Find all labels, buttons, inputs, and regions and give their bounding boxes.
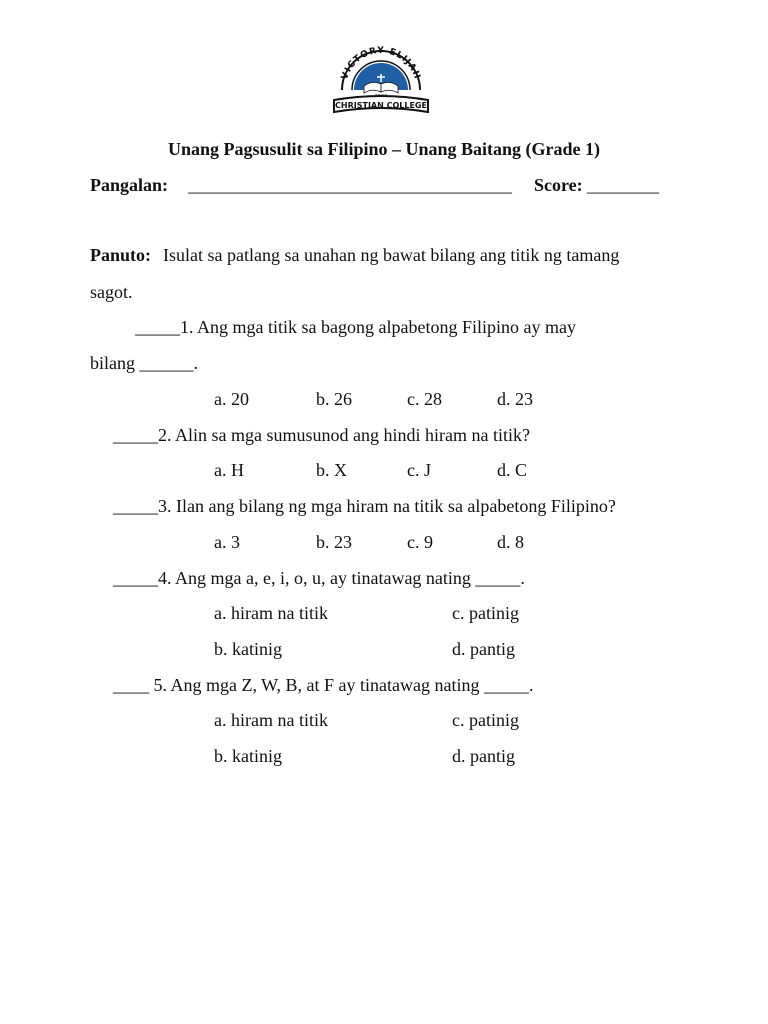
- choice-c: c. patinig: [452, 710, 519, 730]
- choice-b: b. katinig: [214, 639, 282, 659]
- score-blank: ________: [587, 175, 659, 195]
- choice-b: b. X: [316, 460, 347, 480]
- question-text: _____2. Alin sa mga sumusunod ang hindi hiram na titik?: [113, 425, 530, 445]
- name-label: Pangalan:: [90, 175, 169, 195]
- question-text: _____4. Ang mga a, e, i, o, u, ay tinatawag nating _____.: [113, 568, 525, 588]
- instructions-label: Panuto:: [90, 245, 152, 265]
- question-text-cont: bilang ______.: [90, 353, 198, 373]
- school-logo: [330, 44, 432, 116]
- logo-top-text: VICTORY ELIJAH: [340, 45, 422, 82]
- logo-bottom-text: CHRISTIAN COLLEGE: [335, 101, 427, 110]
- choice-a: a. H: [214, 460, 244, 480]
- choice-d: d. C: [497, 460, 528, 480]
- choice-a: a. 20: [214, 389, 249, 409]
- choice-c: c. 28: [407, 389, 442, 409]
- instructions-text: Isulat sa patlang sa unahan ng bawat bilang ang titik ng tamang: [163, 245, 620, 265]
- question-text: ____ 5. Ang mga Z, W, B, at F ay tinatawag nating _____.: [113, 675, 534, 695]
- instructions-text-cont: sagot.: [90, 282, 133, 302]
- choice-a: a. hiram na titik: [214, 710, 328, 730]
- choice-c: c. patinig: [452, 603, 519, 623]
- name-blank: ____________________________________: [188, 175, 512, 195]
- choice-d: d. pantig: [452, 639, 515, 659]
- choice-a: a. 3: [214, 532, 240, 552]
- choice-d: d. 23: [497, 389, 533, 409]
- school-seal-graphic: [330, 44, 432, 116]
- choice-d: d. 8: [497, 532, 524, 552]
- choice-b: b. 23: [316, 532, 352, 552]
- choice-b: b. katinig: [214, 746, 282, 766]
- choice-a: a. hiram na titik: [214, 603, 328, 623]
- choice-b: b. 26: [316, 389, 352, 409]
- choice-c: c. J: [407, 460, 431, 480]
- question-text: _____1. Ang mga titik sa bagong alpabetong Filipino ay may: [135, 317, 576, 337]
- quiz-title: Unang Pagsusulit sa Filipino – Unang Baitang (Grade 1): [167, 139, 601, 159]
- choice-d: d. pantig: [452, 746, 515, 766]
- score-label: Score:: [534, 175, 583, 195]
- choice-c: c. 9: [407, 532, 433, 552]
- question-text: _____3. Ilan ang bilang ng mga hiram na titik sa alpabetong Filipino?: [113, 496, 616, 516]
